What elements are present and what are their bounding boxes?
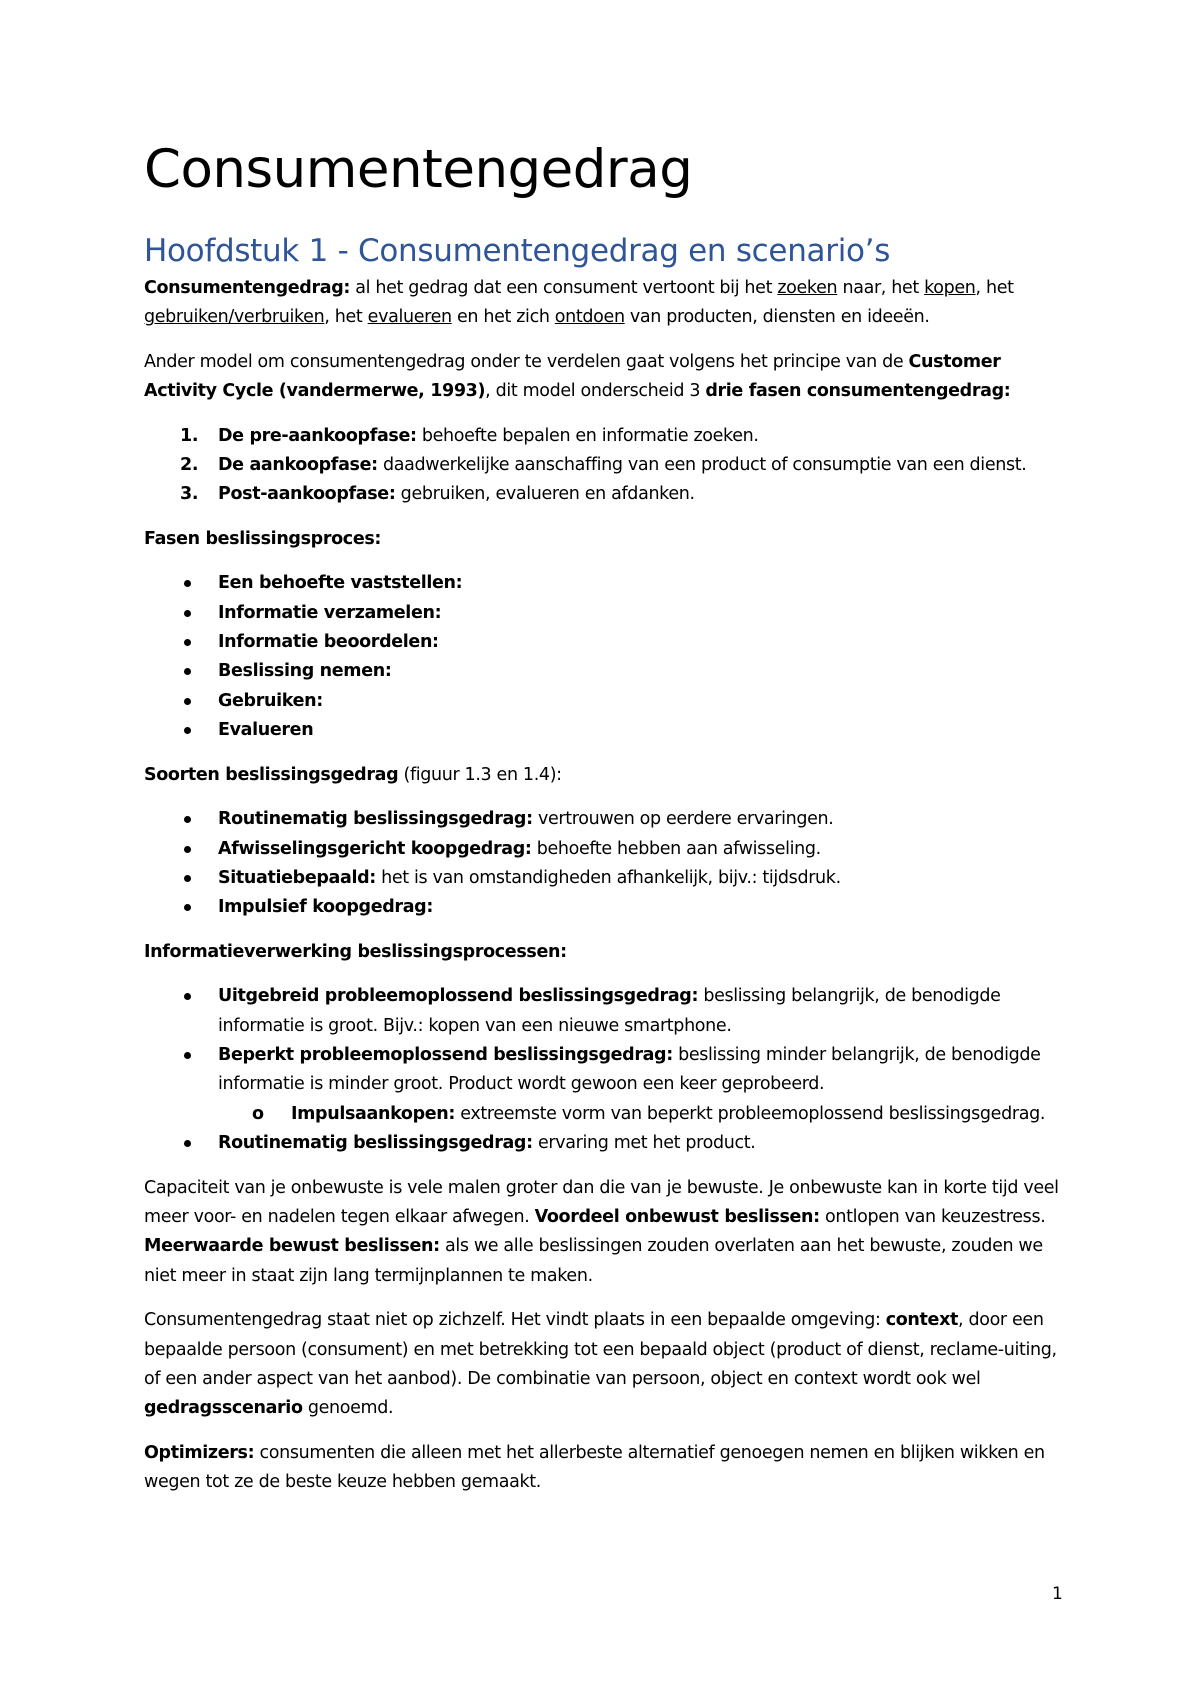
- underlined-word: gebruiken/verbruiken: [144, 307, 325, 328]
- optimizers-paragraph: [144, 1439, 1064, 1498]
- list-item: [144, 1041, 1064, 1100]
- decision-heading: [144, 525, 1064, 554]
- item-desc: behoefte bepalen en informatie zoeken.: [416, 425, 759, 446]
- item-term: Informatie verzamelen:: [218, 602, 442, 623]
- text-run: ontlopen van keuzestress.: [819, 1206, 1046, 1227]
- list-item: [144, 716, 1064, 745]
- bold-run: Soorten beslissingsgedrag: [144, 764, 399, 785]
- item-desc: gebruiken, evalueren en afdanken.: [395, 484, 695, 505]
- item-term: Situatiebepaald:: [218, 867, 376, 888]
- item-term: Post-aankoopfase:: [218, 484, 396, 505]
- bullet-icon: [184, 846, 191, 853]
- item-desc: ervaring met het product.: [532, 1133, 756, 1154]
- context-paragraph: [144, 1306, 1064, 1424]
- underlined-word: kopen: [924, 278, 976, 298]
- text-run: Capaciteit van je onbewuste is vele malen groter dan die van je bewuste. Je onbewuste kan in korte tijd veel meer voor- en nadelen tegen elkaar afwegen.: [144, 1177, 1059, 1227]
- item-term: De pre-aankoopfase:: [218, 425, 417, 446]
- text-run: en het zich: [451, 307, 555, 328]
- list-item: [144, 657, 1064, 686]
- bold-run: Voordeel onbewust beslissen:: [534, 1206, 820, 1227]
- underlined-word: evalueren: [367, 307, 452, 328]
- underlined-word: ontdoen: [554, 307, 625, 328]
- item-term: Informatie beoordelen:: [218, 632, 439, 653]
- bold-run: Meerwaarde bewust beslissen:: [144, 1236, 440, 1257]
- types-heading: [144, 761, 1064, 790]
- sub-list-item: [144, 1100, 1064, 1129]
- bullet-icon: [184, 816, 191, 823]
- types-list: [144, 805, 1064, 923]
- bullet-icon: [184, 1140, 191, 1147]
- item-term: Een behoefte vaststellen:: [218, 573, 463, 594]
- bold-run: drie fasen consumentengedrag:: [705, 381, 1011, 402]
- text-run: , dit model onderscheid 3: [485, 381, 706, 402]
- list-item: [144, 864, 1064, 893]
- item-desc: beslissing belangrijk, de benodigde informatie is groot. Bijv.: kopen van een nieuwe smartphone.: [218, 986, 1001, 1036]
- text-run: van producten, diensten en ideeën.: [624, 307, 930, 328]
- list-item: [144, 687, 1064, 716]
- bullet-icon: [184, 580, 191, 587]
- text-run: , het: [324, 307, 368, 328]
- chapter-heading: Hoofdstuk 1 - Consumentengedrag en scenario’s: [144, 233, 891, 269]
- bold-run: Fasen beslissingsproces:: [144, 528, 382, 549]
- page-number: 1: [1052, 1584, 1063, 1604]
- list-item: [144, 628, 1064, 657]
- list-number: 3.: [180, 484, 199, 505]
- item-term: Beperkt probleemoplossend beslissingsgedrag:: [218, 1044, 673, 1065]
- item-term: De aankoopfase:: [218, 455, 378, 476]
- item-term: Afwisselingsgericht koopgedrag:: [218, 838, 532, 859]
- list-item: [144, 805, 1064, 834]
- text-run: al het gedrag dat een consument vertoont bij het: [350, 278, 778, 298]
- item-desc: daadwerkelijke aanschaffing van een product of consumptie van een dienst.: [377, 455, 1027, 476]
- item-term: Routinematig beslissingsgedrag:: [218, 1133, 533, 1154]
- list-item: [144, 480, 1064, 509]
- phases-list: [144, 422, 1064, 510]
- text-run: Consumentengedrag staat niet op zichzelf. Het vindt plaats in een bepaalde omgeving:: [144, 1310, 886, 1331]
- definition-term: Consumentengedrag:: [144, 278, 351, 298]
- item-desc: vertrouwen op eerdere ervaringen.: [532, 809, 834, 830]
- capacity-paragraph: [144, 1174, 1064, 1292]
- list-item: [144, 422, 1064, 451]
- list-item: [144, 599, 1064, 628]
- list-item: [144, 893, 1064, 922]
- bold-run: Optimizers:: [144, 1442, 255, 1463]
- item-term: Evalueren: [218, 720, 314, 741]
- bullet-icon: [184, 727, 191, 734]
- bold-run: Customer Activity Cycle (vandermerwe, 1993): [144, 351, 1001, 402]
- item-desc: het is van omstandigheden afhankelijk, bijv.: tijdsdruk.: [375, 867, 841, 888]
- definition-paragraph: [144, 274, 1064, 333]
- document-body: [144, 274, 1064, 1513]
- list-number: 2.: [180, 455, 199, 476]
- item-term: Impulsief koopgedrag:: [218, 897, 433, 918]
- bold-run: context: [885, 1310, 959, 1331]
- text-run: naar, het: [837, 278, 925, 298]
- item-term: Gebruiken:: [218, 690, 323, 711]
- bold-run: Informatieverwerking beslissingsprocessen:: [144, 941, 567, 962]
- list-item: [144, 451, 1064, 480]
- bold-run: gedragsscenario: [144, 1398, 303, 1419]
- bullet-icon: [184, 668, 191, 675]
- list-item: [144, 1129, 1064, 1158]
- item-desc: beslissing minder belangrijk, de benodigde informatie is minder groot. Product wordt gewoon een keer geprobeerd.: [218, 1044, 1041, 1095]
- bullet-icon: [184, 904, 191, 911]
- processing-heading: [144, 938, 1064, 967]
- document-title: Consumentengedrag: [144, 139, 693, 200]
- text-run: , het: [975, 278, 1014, 298]
- processing-list: [144, 982, 1064, 1158]
- text-run: consumenten die alleen met het allerbeste alternatief genoegen nemen en blijken wikken en wegen tot ze de beste keuze hebben gemaakt.: [144, 1442, 1045, 1493]
- decision-steps-list: [144, 569, 1064, 745]
- item-term: Uitgebreid probleemoplossend beslissingsgedrag:: [218, 986, 699, 1007]
- text-run: als we alle beslissingen zouden overlaten aan het bewuste, zouden we niet meer in staat zijn lang termijnplannen te maken.: [144, 1236, 1043, 1286]
- item-desc: extreemste vorm van beperkt probleemoplossend beslissingsgedrag.: [455, 1103, 1046, 1124]
- list-item: [144, 835, 1064, 864]
- bullet-icon: [184, 610, 191, 617]
- bullet-icon: [184, 698, 191, 705]
- list-number: 1.: [180, 425, 199, 446]
- item-desc: behoefte hebben aan afwisseling.: [531, 838, 821, 859]
- item-term: Beslissing nemen:: [218, 661, 392, 682]
- text-run: , door een bepaalde persoon (consument) en met betrekking tot een bepaald object (product of dienst, reclame-uiting, of een ander aspect van het aanbod). De combinatie van persoon, object en context wordt ook wel: [144, 1310, 1057, 1389]
- model-paragraph: [144, 348, 1064, 407]
- item-term: Impulsaankopen:: [291, 1103, 456, 1124]
- list-item: [144, 982, 1064, 1041]
- text-run: (figuur 1.3 en 1.4):: [398, 764, 562, 785]
- item-term: Routinematig beslissingsgedrag:: [218, 809, 533, 830]
- text-run: Ander model om consumentengedrag onder te verdelen gaat volgens het principe van de: [144, 351, 909, 372]
- list-item: [144, 569, 1064, 598]
- text-run: genoemd.: [302, 1398, 394, 1419]
- bullet-icon: [184, 1052, 191, 1059]
- underlined-word: zoeken: [777, 278, 838, 298]
- bullet-icon: [184, 639, 191, 646]
- sub-bullet-icon: o: [252, 1103, 264, 1124]
- bullet-icon: [184, 875, 191, 882]
- bullet-icon: [184, 993, 191, 1000]
